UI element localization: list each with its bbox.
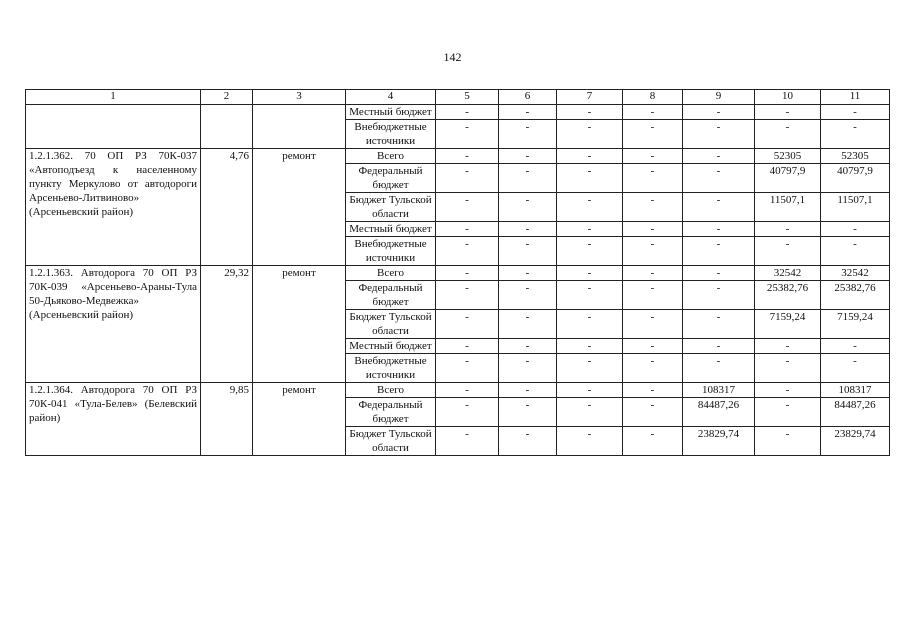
funding-source: Федеральный бюджет bbox=[346, 398, 436, 427]
amount-cell: - bbox=[557, 281, 623, 310]
funding-source: Местный бюджет bbox=[346, 222, 436, 237]
amount-cell: - bbox=[623, 339, 683, 354]
object-name: 1.2.1.364. Автодорога 70 ОП РЗ 70К-041 «Тула-Белев» (Белевский район) bbox=[26, 383, 201, 456]
amount-cell: - bbox=[623, 149, 683, 164]
column-header-8: 8 bbox=[623, 90, 683, 105]
work-type-continued bbox=[253, 105, 346, 149]
page-number: 142 bbox=[443, 50, 462, 64]
table-row bbox=[26, 266, 890, 281]
column-header-6: 6 bbox=[499, 90, 557, 105]
amount-cell: - bbox=[623, 398, 683, 427]
column-header-2: 2 bbox=[201, 90, 253, 105]
amount-cell: - bbox=[623, 237, 683, 266]
amount-cell: - bbox=[623, 383, 683, 398]
amount-cell: - bbox=[557, 120, 623, 149]
amount-cell: - bbox=[557, 354, 623, 383]
column-header-7: 7 bbox=[557, 90, 623, 105]
column-header-3: 3 bbox=[253, 90, 346, 105]
funding-source: Внебюджетные источники bbox=[346, 354, 436, 383]
amount-cell: - bbox=[755, 383, 821, 398]
funding-source: Внебюджетные источники bbox=[346, 120, 436, 149]
amount-cell: 11507,1 bbox=[821, 193, 890, 222]
funding-source: Бюджет Тульской области bbox=[346, 310, 436, 339]
amount-cell: 23829,74 bbox=[683, 427, 755, 456]
amount-cell: - bbox=[683, 266, 755, 281]
object-length-continued bbox=[201, 105, 253, 149]
amount-cell: - bbox=[436, 266, 499, 281]
column-header-1: 1 bbox=[26, 90, 201, 105]
amount-cell: - bbox=[557, 398, 623, 427]
amount-cell: - bbox=[623, 354, 683, 383]
amount-cell: - bbox=[821, 237, 890, 266]
amount-cell: - bbox=[755, 398, 821, 427]
funding-source: Федеральный бюджет bbox=[346, 164, 436, 193]
amount-cell: - bbox=[436, 164, 499, 193]
amount-cell: 7159,24 bbox=[755, 310, 821, 339]
amount-cell: - bbox=[499, 383, 557, 398]
amount-cell: - bbox=[499, 398, 557, 427]
amount-cell: - bbox=[499, 310, 557, 339]
amount-cell: - bbox=[557, 310, 623, 339]
amount-cell: - bbox=[557, 105, 623, 120]
amount-cell: - bbox=[623, 222, 683, 237]
amount-cell: - bbox=[683, 120, 755, 149]
amount-cell: - bbox=[623, 427, 683, 456]
budget-table bbox=[25, 89, 890, 456]
amount-cell: - bbox=[499, 120, 557, 149]
amount-cell: - bbox=[436, 105, 499, 120]
amount-cell: - bbox=[436, 149, 499, 164]
amount-cell: 32542 bbox=[755, 266, 821, 281]
column-header-9: 9 bbox=[683, 90, 755, 105]
amount-cell: - bbox=[499, 149, 557, 164]
amount-cell: - bbox=[623, 281, 683, 310]
amount-cell: 84487,26 bbox=[821, 398, 890, 427]
amount-cell: - bbox=[557, 193, 623, 222]
amount-cell: - bbox=[557, 383, 623, 398]
object-length: 9,85 bbox=[201, 383, 253, 456]
amount-cell: 23829,74 bbox=[821, 427, 890, 456]
funding-source: Всего bbox=[346, 149, 436, 164]
amount-cell: - bbox=[557, 149, 623, 164]
amount-cell: - bbox=[755, 427, 821, 456]
object-length: 4,76 bbox=[201, 149, 253, 266]
amount-cell: - bbox=[499, 193, 557, 222]
amount-cell: - bbox=[436, 193, 499, 222]
amount-cell: - bbox=[821, 222, 890, 237]
amount-cell: - bbox=[557, 427, 623, 456]
amount-cell: - bbox=[683, 105, 755, 120]
amount-cell: - bbox=[683, 222, 755, 237]
amount-cell: 40797,9 bbox=[755, 164, 821, 193]
amount-cell: - bbox=[499, 164, 557, 193]
table-row bbox=[26, 383, 890, 398]
amount-cell: - bbox=[755, 339, 821, 354]
amount-cell: - bbox=[557, 222, 623, 237]
funding-source: Внебюджетные источники bbox=[346, 237, 436, 266]
amount-cell: 40797,9 bbox=[821, 164, 890, 193]
table-row bbox=[26, 149, 890, 164]
amount-cell: - bbox=[499, 105, 557, 120]
work-type: ремонт bbox=[253, 266, 346, 383]
funding-source: Федеральный бюджет bbox=[346, 281, 436, 310]
table-row bbox=[26, 105, 890, 120]
object-name-continued bbox=[26, 105, 201, 149]
amount-cell: - bbox=[623, 105, 683, 120]
column-header-11: 11 bbox=[821, 90, 890, 105]
amount-cell: - bbox=[499, 354, 557, 383]
amount-cell: - bbox=[436, 354, 499, 383]
amount-cell: - bbox=[755, 105, 821, 120]
amount-cell: 25382,76 bbox=[821, 281, 890, 310]
amount-cell: - bbox=[683, 164, 755, 193]
amount-cell: - bbox=[755, 237, 821, 266]
amount-cell: - bbox=[623, 193, 683, 222]
amount-cell: 52305 bbox=[821, 149, 890, 164]
column-header-5: 5 bbox=[436, 90, 499, 105]
amount-cell: - bbox=[557, 266, 623, 281]
funding-source: Всего bbox=[346, 266, 436, 281]
column-header-4: 4 bbox=[346, 90, 436, 105]
amount-cell: 84487,26 bbox=[683, 398, 755, 427]
amount-cell: - bbox=[557, 164, 623, 193]
funding-source: Бюджет Тульской области bbox=[346, 193, 436, 222]
amount-cell: - bbox=[436, 398, 499, 427]
object-name: 1.2.1.362. 70 ОП РЗ 70К-037 «Автоподъезд к населенному пункту Меркулово от автодороги Арсеньево-Литвиново» (Арсеньевский район) bbox=[26, 149, 201, 266]
object-length: 29,32 bbox=[201, 266, 253, 383]
amount-cell: - bbox=[436, 222, 499, 237]
amount-cell: - bbox=[436, 237, 499, 266]
amount-cell: - bbox=[821, 105, 890, 120]
amount-cell: - bbox=[755, 222, 821, 237]
header-row bbox=[26, 90, 890, 105]
amount-cell: 108317 bbox=[821, 383, 890, 398]
amount-cell: - bbox=[755, 120, 821, 149]
amount-cell: 11507,1 bbox=[755, 193, 821, 222]
amount-cell: - bbox=[436, 120, 499, 149]
funding-source: Бюджет Тульской области bbox=[346, 427, 436, 456]
column-header-10: 10 bbox=[755, 90, 821, 105]
funding-source: Местный бюджет bbox=[346, 339, 436, 354]
amount-cell: - bbox=[623, 120, 683, 149]
amount-cell: - bbox=[683, 354, 755, 383]
amount-cell: - bbox=[436, 339, 499, 354]
amount-cell: - bbox=[623, 164, 683, 193]
object-name: 1.2.1.363. Автодорога 70 ОП РЗ 70К-039 «Арсеньево-Араны-Тула 50-Дьяково-Медвежка» (Арсеньевский район) bbox=[26, 266, 201, 383]
amount-cell: - bbox=[821, 354, 890, 383]
amount-cell: 25382,76 bbox=[755, 281, 821, 310]
amount-cell: - bbox=[623, 266, 683, 281]
amount-cell: - bbox=[821, 339, 890, 354]
amount-cell: 32542 bbox=[821, 266, 890, 281]
amount-cell: - bbox=[557, 237, 623, 266]
amount-cell: - bbox=[499, 237, 557, 266]
amount-cell: - bbox=[821, 120, 890, 149]
amount-cell: - bbox=[683, 281, 755, 310]
amount-cell: - bbox=[683, 193, 755, 222]
amount-cell: - bbox=[683, 237, 755, 266]
amount-cell: - bbox=[683, 310, 755, 339]
amount-cell: 52305 bbox=[755, 149, 821, 164]
amount-cell: - bbox=[436, 281, 499, 310]
amount-cell: 108317 bbox=[683, 383, 755, 398]
amount-cell: - bbox=[499, 339, 557, 354]
work-type: ремонт bbox=[253, 383, 346, 456]
work-type: ремонт bbox=[253, 149, 346, 266]
amount-cell: - bbox=[436, 310, 499, 339]
amount-cell: - bbox=[683, 149, 755, 164]
amount-cell: - bbox=[499, 222, 557, 237]
funding-source: Всего bbox=[346, 383, 436, 398]
amount-cell: - bbox=[436, 383, 499, 398]
amount-cell: 7159,24 bbox=[821, 310, 890, 339]
amount-cell: - bbox=[499, 281, 557, 310]
amount-cell: - bbox=[623, 310, 683, 339]
amount-cell: - bbox=[499, 427, 557, 456]
amount-cell: - bbox=[755, 354, 821, 383]
amount-cell: - bbox=[499, 266, 557, 281]
funding-source: Местный бюджет bbox=[346, 105, 436, 120]
amount-cell: - bbox=[683, 339, 755, 354]
amount-cell: - bbox=[557, 339, 623, 354]
amount-cell: - bbox=[436, 427, 499, 456]
